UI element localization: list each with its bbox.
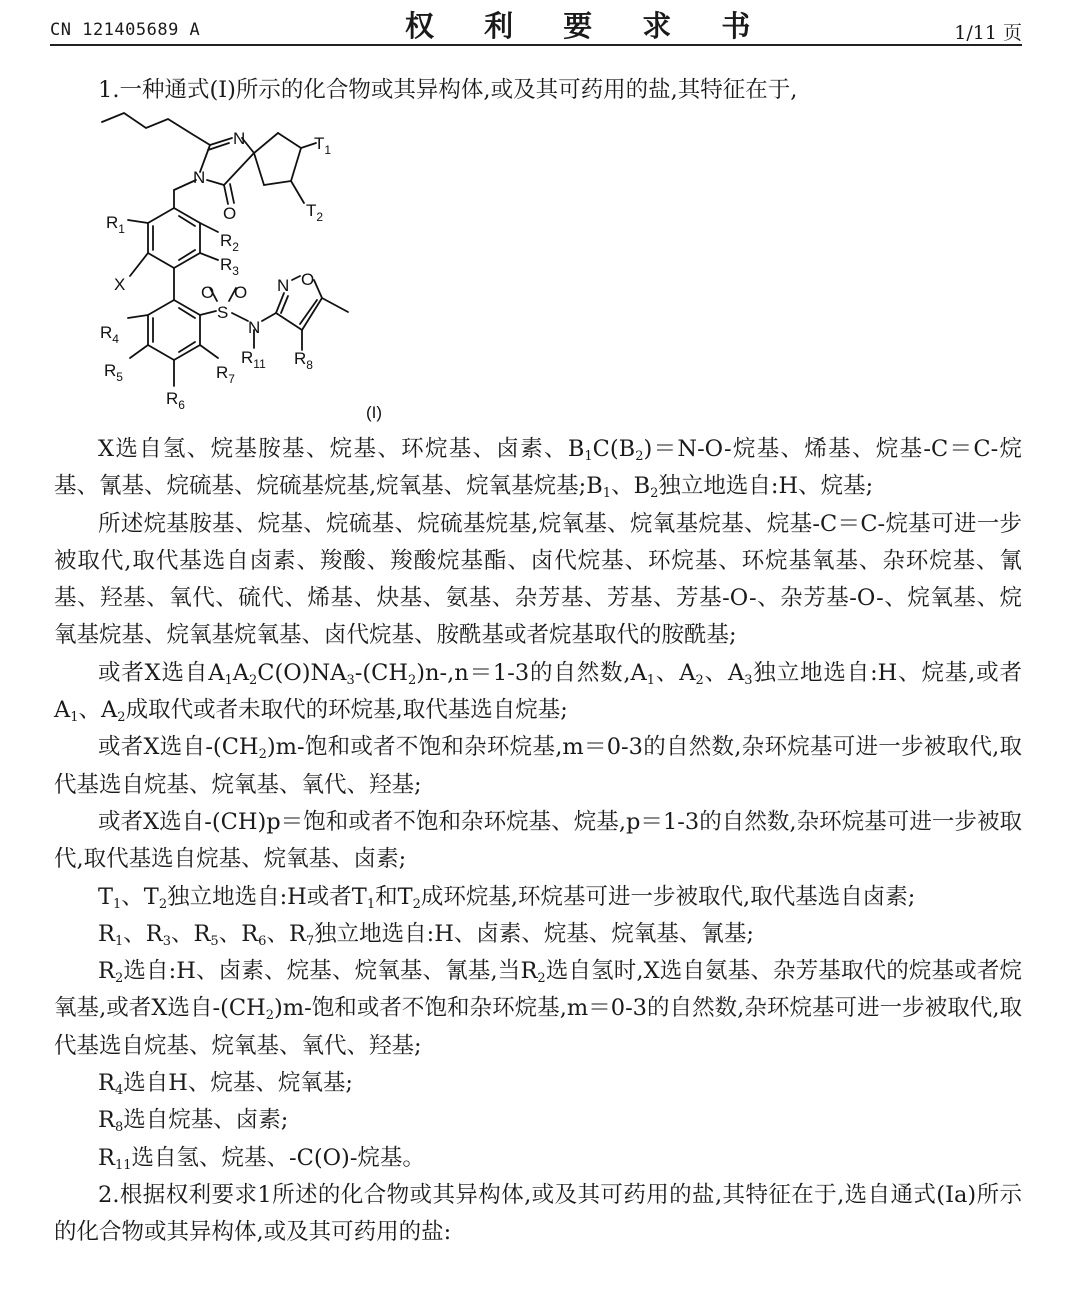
chemical-structure-I (96, 108, 416, 426)
paragraph-substituents: 所述烷基胺基、烷基、烷硫基、烷硫基烷基,烷氧基、烷氧基烷基、烷基-C＝C-烷基可进一步被取代,取代基选自卤素、羧酸、羧酸烷基酯、卤代烷基、环烷基、环烷基氧基、杂环烷基、氰基、羟基、氧代、硫代、烯基、炔基、氨基、杂芳基、芳基、芳基-O-、杂芳基-O-、烷氧基、烷氧基烷基、烷氧基烷氧基、卤代烷基、胺酰基或者烷基取代的胺酰基; (54, 510, 1022, 649)
paragraph-t1-t2: $T_1$、$T_2$独立地选自:H或者$T_1$和$T_2$成环烷基,环烷基可进一步被取代,取代基选自卤素; (98, 883, 916, 912)
structure-drawing (96, 108, 416, 426)
label-r11: $R_{11}$ (241, 348, 266, 371)
label-r6: $R_6$ (166, 389, 185, 412)
label-r1: $R_1$ (106, 213, 125, 236)
paragraph-x-heterocycle: 或者X选自$-(CH_2)m-$饱和或者不饱和杂环烷基,m＝0-3的自然数,杂环烷基可进一步被取代,取代基选自烷基、烷氧基、氧代、羟基; (54, 734, 1022, 798)
paragraph-r2: $R_2$选自:H、卤素、烷基、烷氧基、氰基,当$R_2$选自氢时,X选自氨基、杂芳基取代的烷基或者烷氧基,或者X选自$-(CH_2)m-$饱和或者不饱和杂环烷基,m＝0-3的自然数,杂环烷基可进一步被取代,取代基选自烷基、烷氧基、氧代、羟基; (54, 958, 1023, 1059)
claim-1-intro-block (54, 72, 1022, 109)
atom-n-sulfonamide: N (248, 318, 261, 337)
paragraph-r4: $R_4$选自H、烷基、烷氧基; (98, 1070, 353, 1099)
paragraph-x-definition: X选自氢、烷基胺基、烷基、环烷基、卤素、$B_1C(B_2)=N-O-$烷基、烯基、烷基-C＝C-烷基、氰基、烷硫基、烷硫基烷基,烷氧基、烷氧基烷基$;B_1$、$B_2$独立地选自:H、烷基; (54, 436, 1022, 502)
atom-o-sulfonyl-2: O (234, 283, 248, 302)
atom-o-isoxazole: O (301, 270, 315, 289)
publication-number: CN 121405689 A (50, 20, 201, 40)
paragraph-r11: $R_{11}$选自氢、烷基、-C(O)-烷基。 (98, 1144, 425, 1173)
paragraph-x-amide: 或者X选自$A_1A_2C(O)NA_3-(CH_2)n-,n=1-3$的自然数$,A_1$、$A_2$、$A_3$独立地选自:H、烷基,或者$A_1$、$A_2$成取代或者未取代的环烷基,取代基选自烷基; (54, 659, 1022, 726)
paragraph-r8: $R_8$选自烷基、卤素; (98, 1107, 289, 1136)
atom-n-amide: N (193, 168, 206, 187)
label-r3: $R_3$ (220, 255, 239, 278)
claim-1-intro: 1.一种通式(I)所示的化合物或其异构体,或及其可药用的盐,其特征在于, (98, 77, 798, 103)
claim-2-intro: 2.根据权利要求1所述的化合物或其异构体,或及其可药用的盐,其特征在于,选自通式(Ia)所示的化合物或其异构体,或及其可药用的盐: (54, 1181, 1022, 1246)
label-t1: $T_1$ (314, 134, 332, 157)
atom-s: S (217, 303, 229, 322)
label-r2: $R_2$ (220, 231, 239, 254)
atom-o-carbonyl: O (223, 204, 237, 223)
header-rule (50, 44, 1022, 46)
atom-n-ring: N (233, 129, 246, 148)
page-number: 1/11 页 (954, 22, 1022, 44)
label-r5: $R_5$ (104, 361, 123, 384)
claim-1-body (54, 431, 1022, 1252)
page-header (50, 0, 1022, 44)
paragraph-x-ch: 或者X选自-(CH)p＝饱和或者不饱和杂环烷基、烷基,p＝1-3的自然数,杂环烷基可进一步被取代,取代基选自烷基、烷氧基、卤素; (54, 808, 1022, 873)
label-r7: $R_7$ (216, 363, 235, 386)
atom-n-isoxazole: N (277, 276, 290, 295)
label-t2: $T_2$ (306, 201, 324, 224)
document-title: 权 利 要 求 书 (405, 9, 771, 43)
atom-o-sulfonyl-1: O (201, 283, 215, 302)
label-r8: $R_8$ (294, 349, 313, 372)
formula-label-I: (I) (366, 403, 383, 422)
paragraph-r-groups: $R_1$、$R_3$、$R_5$、$R_6$、$R_7$独立地选自:H、卤素、烷基、烷氧基、氰基; (98, 920, 754, 949)
label-r4: $R_4$ (100, 323, 119, 346)
label-x: X (114, 275, 126, 294)
